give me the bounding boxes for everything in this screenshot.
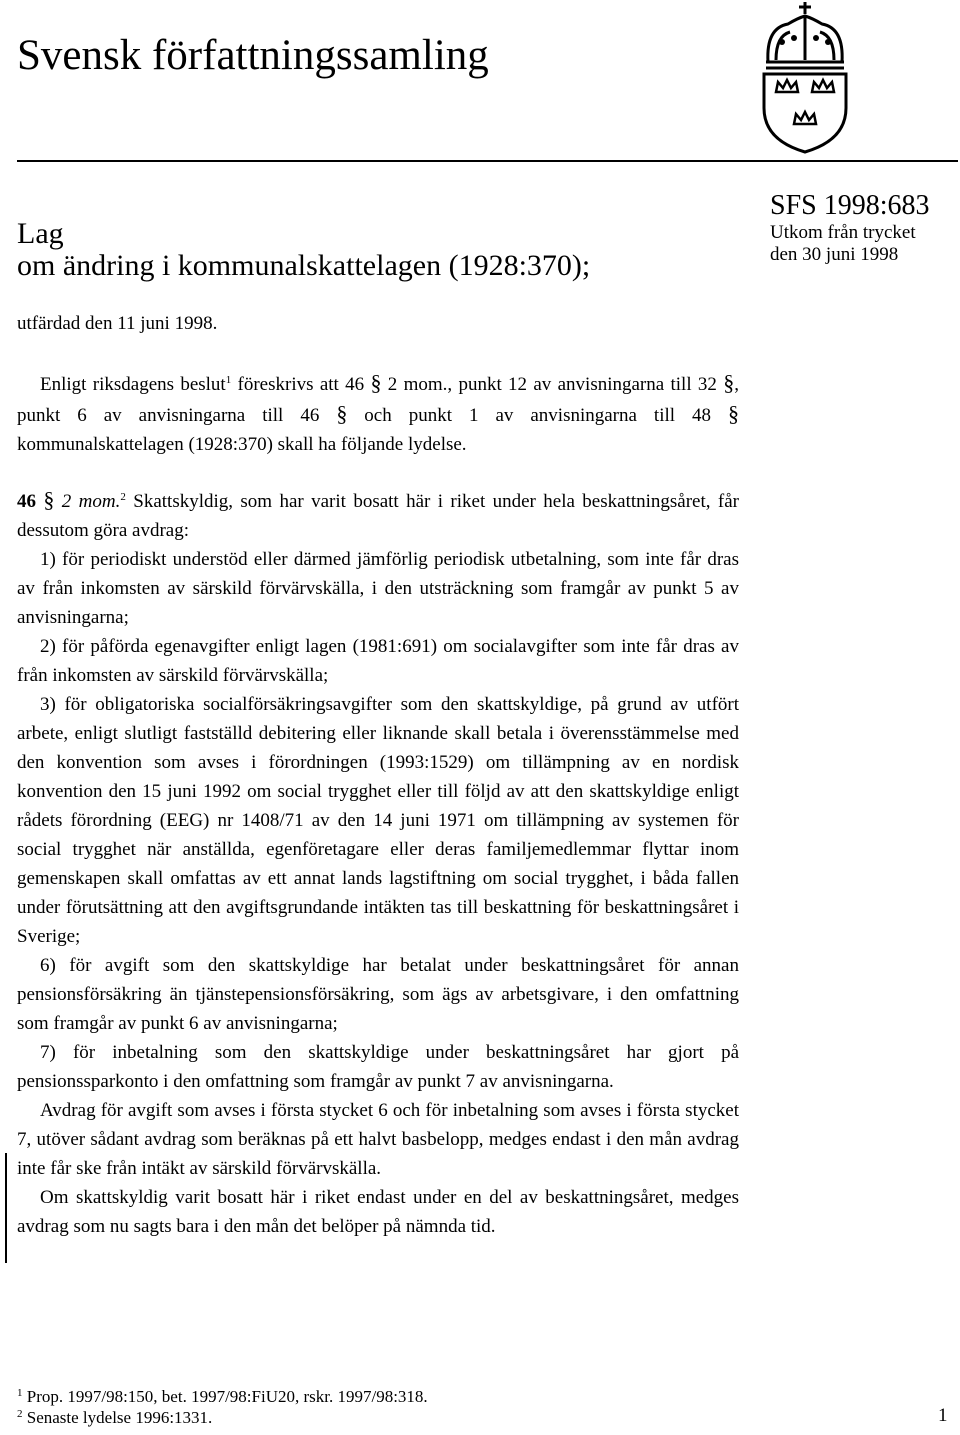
section-number: 46 xyxy=(17,491,36,512)
footnote-text: Senaste lydelse 1996:1331. xyxy=(22,1408,213,1427)
intro-text: , punkt 6 av anvisningarna till 46 xyxy=(17,374,739,426)
intro-text: föreskrivs att 46 xyxy=(231,374,371,395)
header-rule xyxy=(17,160,958,162)
footnote-number: 2 xyxy=(17,1408,23,1420)
change-marker-bar xyxy=(5,1153,7,1263)
list-item: 3) för obligatoriska socialförsäkringsavgifter som den skattskyldige, på grund av utfört arbete, enligt slutligt fastställd debitering eller liknande skall betala i överensstämmelse med den konvention som avses i förordningen (1993:1529) om tillämpning av en nordisk konvention den 15 juni 1992 om social trygghet eller till följd av att den skattskyldige enligt rådets förordning (EEG) nr 1408/71 av den 14 juni 1971 om tillämpning av systemen för social trygghet när anställda, egenföretagare eller deras familjemedlemmar flyttar inom gemenskapen skall omfattas av ett annat lands lagstiftning om social trygghet, i båda fallen under förutsättning att den avgiftsgrundande intäkten tas till beskattning för beskattningsåret i Sverige; xyxy=(17,694,739,947)
footnote-number: 1 xyxy=(17,1387,23,1399)
body-paragraph: Avdrag för avgift som avses i första stycket 6 och för inbetalning som avses i första stycket 7, utöver sådant avdrag som beräknas på ett halvt basbelopp, medges endast i den mån avdrag inte får ske från intäkt av särskild förvärvskälla. xyxy=(17,1100,739,1179)
law-title-line2: om ändring i kommunalskattelagen (1928:370); xyxy=(17,249,591,282)
moment-label: 2 mom. xyxy=(61,491,121,512)
intro-text: och punkt 1 av anvisningarna till 48 xyxy=(347,405,729,426)
law-title-line1: Lag xyxy=(17,217,64,250)
law-title xyxy=(17,218,590,282)
paragraph-sign: § xyxy=(43,487,55,512)
intro-text: kommunalskattelagen (1928:370) skall ha följande lydelse. xyxy=(17,434,467,455)
section-paragraph xyxy=(17,485,739,545)
footnotes xyxy=(17,1386,428,1428)
page-number: 1 xyxy=(938,1405,948,1426)
section-text: Skattskyldig, som har varit bosatt här i riket under hela beskattningsåret, får dessutom göra avdrag: xyxy=(17,491,739,541)
list-item: 7) för inbetalning som den skattskyldige under beskattningsåret har gjort på pensionssparkonto i den omfattning som framgår av punkt 7 av anvisningarna. xyxy=(17,1042,739,1092)
footnote-1 xyxy=(17,1386,428,1407)
paragraph-sign: § xyxy=(336,401,348,426)
issued-date: utfärdad den 11 juni 1998. xyxy=(17,313,218,334)
paragraph-sign: § xyxy=(728,401,740,426)
sfs-number: SFS 1998:683 xyxy=(770,190,930,221)
list-item: 1) för periodiskt understöd eller därmed jämförlig periodisk utbetalning, som inte får dras av från inkomsten av särskild förvärvskälla, i den utsträckning som framgår av punkt 5 av anvisningarna; xyxy=(17,549,739,628)
list-item: 2) för påförda egenavgifter enligt lagen (1981:691) om socialavgifter som inte får dras av från inkomsten av särskild förvärvskälla; xyxy=(17,636,739,686)
footnote-2 xyxy=(17,1407,428,1428)
footnote-ref-1: 1 xyxy=(225,374,232,386)
sfs-published-line2: den 30 juni 1998 xyxy=(770,244,899,265)
footnote-ref-2: 2 xyxy=(120,491,126,503)
body-paragraph: Om skattskyldig varit bosatt här i riket endast under en del av beskattningsåret, medges avdrag som nu sagts bara i den mån det belöper på nämnda tid. xyxy=(17,1187,739,1237)
swedish-three-crowns-crest-icon xyxy=(758,0,853,155)
sfs-info xyxy=(770,190,930,266)
intro-paragraph xyxy=(17,368,739,459)
intro-text: Enligt riksdagens beslut xyxy=(40,374,226,395)
paragraph-sign: § xyxy=(370,370,382,395)
publication-title: Svensk författningssamling xyxy=(17,32,489,79)
paragraph-sign: § xyxy=(723,370,735,395)
sfs-published-line1: Utkom från trycket xyxy=(770,222,916,243)
intro-text: 2 mom., punkt 12 av anvisningarna till 32 xyxy=(381,374,724,395)
footnote-text: Prop. 1997/98:150, bet. 1997/98:FiU20, rskr. 1997/98:318. xyxy=(22,1387,428,1406)
law-body xyxy=(17,368,739,1241)
list-item: 6) för avgift som den skattskyldige har betalat under beskattningsåret för annan pensionsförsäkring än tjänstepensionsförsäkring, som ägs av arbetsgivare, i den omfattning som framgår av punkt 6 av anvisningarna; xyxy=(17,955,739,1034)
